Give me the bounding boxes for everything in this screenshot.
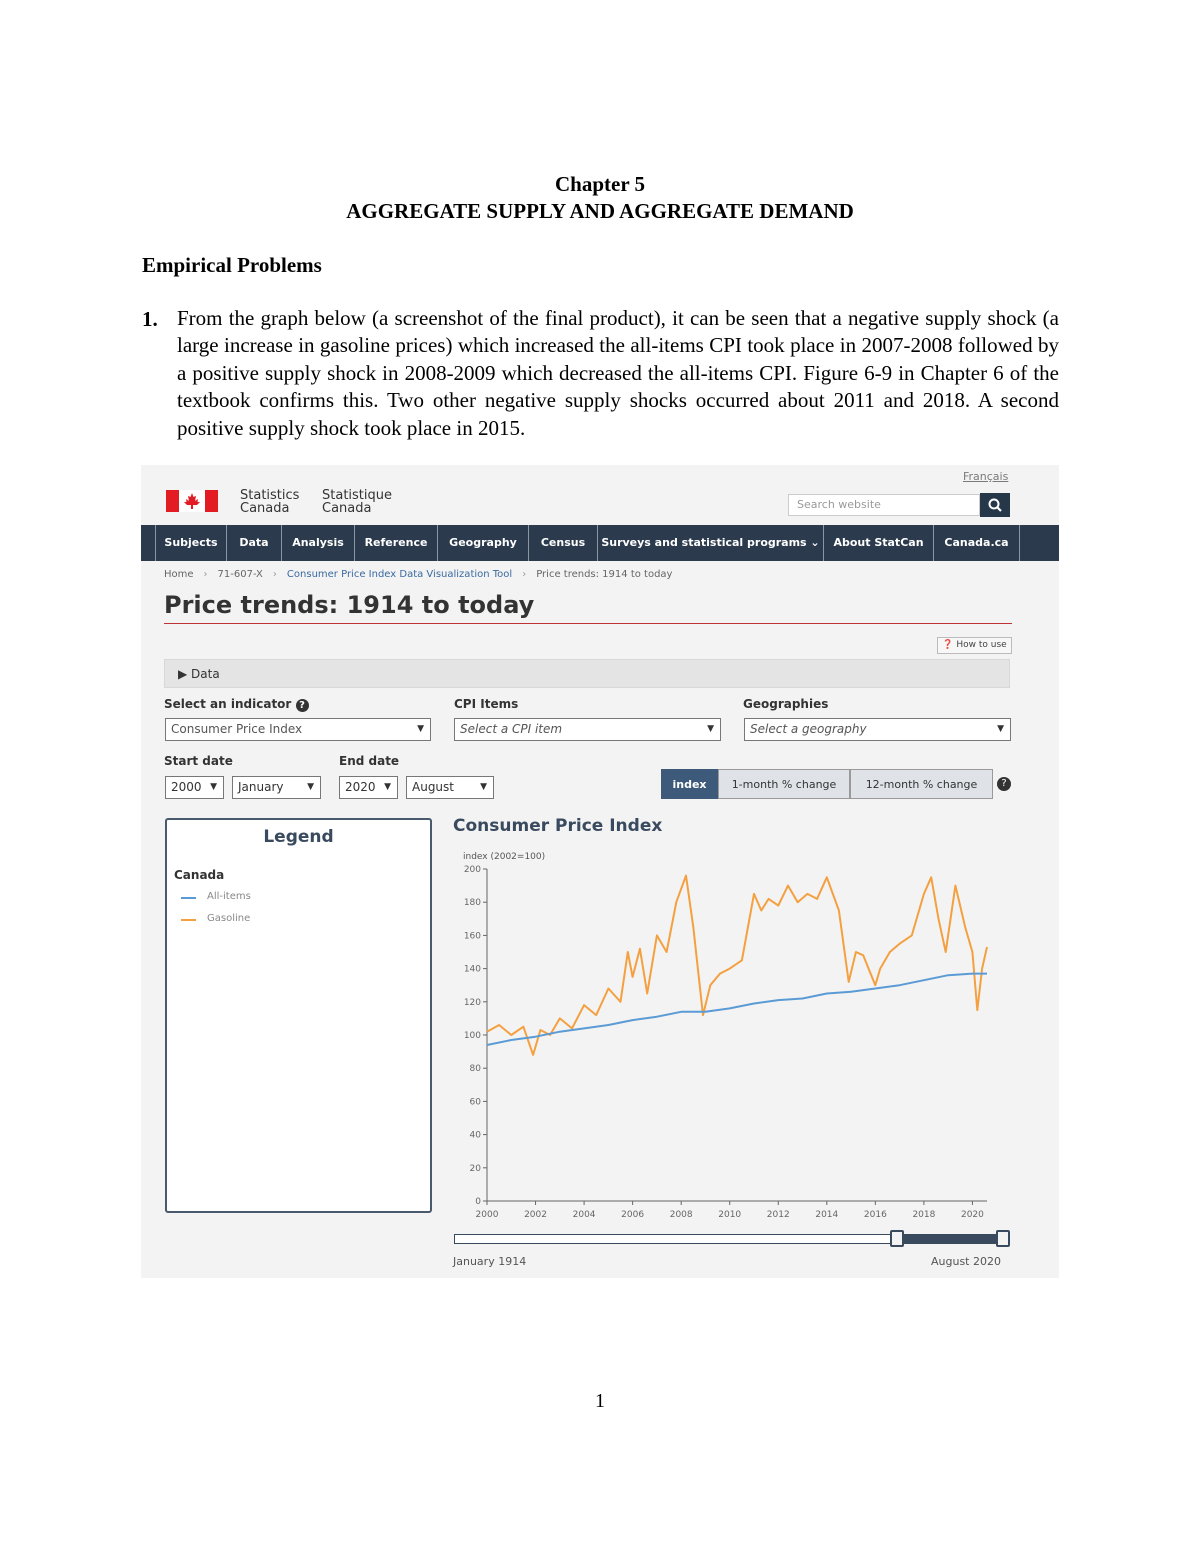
date-range-selection[interactable] [898, 1234, 1007, 1244]
indicator-label: Select an indicator ? [164, 697, 309, 712]
series-line-all-items [487, 974, 987, 1045]
search-icon [980, 493, 1010, 517]
x-tick-label: 2000 [475, 1210, 499, 1220]
legend-group-label: Canada [174, 868, 225, 882]
breadcrumb-catalogue[interactable]: 71-607-X [217, 569, 263, 580]
legend-item-gasoline[interactable]: Gasoline [207, 913, 251, 924]
nav-data[interactable]: Data [227, 525, 282, 561]
breadcrumb: Home › 71-607-X › Consumer Price Index Data Visualization Tool › Price trends: 1914 to today [164, 569, 673, 580]
start-date-label: Start date [164, 754, 233, 768]
range-start-label: January 1914 [453, 1255, 527, 1268]
geographies-label: Geographies [743, 697, 829, 711]
dropdown-arrow-icon: ▼ [997, 724, 1004, 734]
problem-paragraph: From the graph below (a screenshot of the final product), it can be seen that a negative supply shock (a large increase in gasoline prices) which increased the all-items CPI took place in 2007-2008 followed by a positive supply shock in 2008-2009 which decreased the all-items CPI. Figure 6-9 in Chapter 6 of the textbook confirms this. Two other negative supply shocks occurred about 2011 and 2018. A second positive supply shock took place in 2015. [177, 306, 1059, 440]
legend-item-all-items[interactable]: All-items [207, 891, 251, 902]
y-tick-label: 200 [463, 865, 481, 875]
view-index-button[interactable]: index [661, 769, 718, 799]
end-year-select[interactable]: 2020 ▼ [339, 776, 398, 799]
breadcrumb-tool[interactable]: Consumer Price Index Data Visualization Tool [286, 569, 513, 580]
end-date-label: End date [339, 754, 400, 768]
agency-name-fr: Statistique Canada [322, 488, 392, 516]
title-divider [164, 623, 1012, 624]
breadcrumb-current: Price trends: 1914 to today [536, 569, 673, 580]
problem-number: 1. [142, 307, 158, 331]
x-tick-label: 2020 [960, 1210, 984, 1220]
cpi-item-select[interactable]: Select a CPI item ▼ [454, 718, 721, 741]
nav-canada-ca[interactable]: Canada.ca [934, 525, 1020, 561]
legend-panel [165, 818, 432, 1213]
legend-swatch-gasoline [181, 919, 196, 921]
canada-flag-icon [166, 490, 218, 512]
legend-swatch-all-items [181, 897, 196, 899]
page-title: Price trends: 1914 to today [164, 591, 535, 619]
question-icon: ❓ [942, 640, 957, 650]
range-end-label: August 2020 [931, 1255, 1001, 1268]
dropdown-arrow-icon: ▼ [384, 782, 391, 792]
x-tick-label: 2008 [669, 1210, 693, 1220]
nav-analysis[interactable]: Analysis [282, 525, 355, 561]
range-end-handle[interactable] [996, 1230, 1010, 1247]
x-tick-label: 2014 [815, 1210, 839, 1220]
y-tick-label: 40 [469, 1130, 481, 1141]
view-1-month-change-button[interactable]: 1-month % change [718, 769, 850, 799]
nav-census[interactable]: Census [529, 525, 598, 561]
breadcrumb-home[interactable]: Home [164, 569, 194, 580]
x-tick-label: 2002 [524, 1210, 547, 1220]
triangle-right-icon: ▶ [178, 667, 192, 681]
nav-subjects[interactable]: Subjects [155, 525, 227, 561]
y-tick-label: 160 [463, 931, 481, 942]
cpi-items-label: CPI Items [454, 697, 519, 711]
page-number: 1 [595, 1390, 605, 1412]
view-12-month-change-button[interactable]: 12-month % change [850, 769, 993, 799]
series-line-gasoline [487, 876, 987, 1055]
help-icon[interactable]: ? [296, 699, 309, 712]
x-tick-label: 2004 [572, 1210, 596, 1220]
chapter-title: AGGREGATE SUPPLY AND AGGREGATE DEMAND [346, 199, 854, 223]
search-button[interactable] [980, 493, 1010, 517]
start-year-select[interactable]: 2000 ▼ [165, 776, 224, 799]
language-link[interactable]: Français [963, 470, 1009, 483]
dropdown-arrow-icon: ▼ [210, 782, 217, 792]
x-tick-label: 2016 [863, 1210, 887, 1220]
x-tick-label: 2010 [718, 1210, 742, 1220]
x-tick-label: 2018 [912, 1210, 936, 1220]
legend-title: Legend [263, 827, 334, 847]
y-tick-label: 80 [469, 1064, 481, 1075]
chapter-heading: Chapter 5 [554, 172, 646, 196]
y-tick-label: 100 [463, 1031, 481, 1041]
y-tick-label: 120 [463, 997, 481, 1008]
agency-name-en: Statistics Canada [240, 488, 300, 516]
how-to-use-button[interactable]: ❓ How to use [937, 637, 1012, 654]
dropdown-arrow-icon: ▼ [707, 724, 714, 734]
nav-surveys[interactable]: Surveys and statistical programs ⌄ [598, 525, 824, 561]
statcan-screenshot [141, 465, 1059, 1278]
x-tick-label: 2012 [766, 1210, 790, 1220]
nav-reference[interactable]: Reference [355, 525, 438, 561]
section-heading: Empirical Problems [142, 253, 322, 277]
range-start-handle[interactable] [890, 1230, 904, 1247]
dropdown-arrow-icon: ▼ [307, 782, 314, 792]
indicator-select[interactable]: Consumer Price Index ▼ [165, 718, 431, 741]
chart-title: Consumer Price Index [453, 816, 663, 836]
search-input[interactable]: Search website [788, 494, 980, 516]
data-expander[interactable]: ▶ Data [164, 659, 1010, 688]
y-tick-label: 0 [475, 1197, 481, 1207]
start-month-select[interactable]: January ▼ [232, 776, 321, 799]
nav-about[interactable]: About StatCan [824, 525, 934, 561]
geography-select[interactable]: Select a geography ▼ [744, 718, 1011, 741]
x-tick-label: 2006 [621, 1210, 645, 1220]
y-tick-label: 140 [463, 964, 481, 975]
y-tick-label: 20 [469, 1163, 481, 1174]
dropdown-arrow-icon: ▼ [480, 782, 487, 792]
y-tick-label: 60 [469, 1097, 481, 1108]
nav-geography[interactable]: Geography [438, 525, 529, 561]
help-icon[interactable]: ? [997, 777, 1011, 791]
main-navigation [141, 525, 1059, 561]
end-month-select[interactable]: August ▼ [406, 776, 494, 799]
dropdown-arrow-icon: ▼ [417, 724, 424, 734]
y-tick-label: 180 [463, 898, 481, 909]
cpi-line-chart [441, 845, 1001, 1225]
y-axis-label: index (2002=100) [463, 852, 546, 862]
